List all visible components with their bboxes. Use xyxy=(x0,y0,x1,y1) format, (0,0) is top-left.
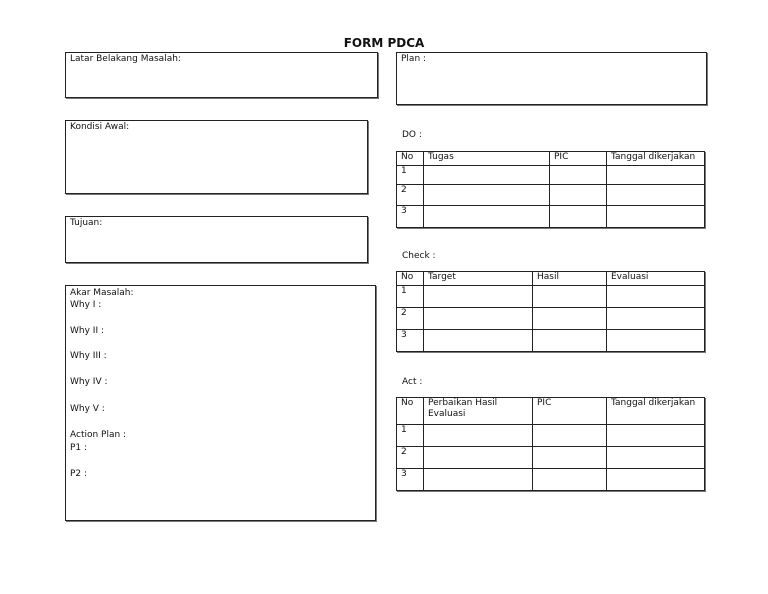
act-row-2-no: 2 xyxy=(397,447,424,469)
check-header-no: No xyxy=(397,272,424,286)
check-row-1-no: 1 xyxy=(397,286,424,308)
table-row xyxy=(397,447,705,469)
act-header-row xyxy=(397,398,705,425)
act-header-tanggal: Tanggal dikerjakan xyxy=(607,398,705,425)
why-4-label: Why IV : xyxy=(70,377,108,387)
act-row-1-no: 1 xyxy=(397,425,424,447)
tujuan-label: Tujuan: xyxy=(70,218,103,228)
act-row-3-tanggal[interactable] xyxy=(607,469,705,491)
do-row-2-tugas[interactable] xyxy=(424,185,550,206)
why-2-label: Why II : xyxy=(70,326,104,336)
do-row-3-tanggal[interactable] xyxy=(607,206,705,228)
table-row xyxy=(397,206,705,228)
check-row-3-target[interactable] xyxy=(424,330,533,352)
check-table xyxy=(396,271,705,352)
do-row-1-pic[interactable] xyxy=(550,166,607,185)
do-label: DO : xyxy=(402,130,422,140)
do-row-2-pic[interactable] xyxy=(550,185,607,206)
act-row-2-perbaikan[interactable] xyxy=(424,447,533,469)
act-table xyxy=(396,397,705,491)
why-1-label: Why I : xyxy=(70,300,102,310)
act-row-3-pic[interactable] xyxy=(533,469,607,491)
act-label: Act : xyxy=(402,377,423,387)
table-row xyxy=(397,286,705,308)
table-row xyxy=(397,330,705,352)
table-row xyxy=(397,425,705,447)
check-row-3-hasil[interactable] xyxy=(533,330,607,352)
check-row-2-evaluasi[interactable] xyxy=(607,308,705,330)
table-row xyxy=(397,469,705,491)
do-row-3-pic[interactable] xyxy=(550,206,607,228)
act-row-1-pic[interactable] xyxy=(533,425,607,447)
action-plan-label: Action Plan : xyxy=(70,430,127,440)
check-row-1-evaluasi[interactable] xyxy=(607,286,705,308)
check-row-1-hasil[interactable] xyxy=(533,286,607,308)
why-5-label: Why V : xyxy=(70,404,105,414)
table-row xyxy=(397,166,705,185)
do-header-row xyxy=(397,152,705,166)
act-header-pic: PIC xyxy=(533,398,607,425)
do-header-no: No xyxy=(397,152,424,166)
do-row-2-tanggal[interactable] xyxy=(607,185,705,206)
act-row-3-no: 3 xyxy=(397,469,424,491)
check-header-row xyxy=(397,272,705,286)
table-row xyxy=(397,308,705,330)
check-label: Check : xyxy=(402,251,436,261)
do-table xyxy=(396,151,705,228)
do-row-3-tugas[interactable] xyxy=(424,206,550,228)
do-row-1-tanggal[interactable] xyxy=(607,166,705,185)
why-3-label: Why III : xyxy=(70,351,107,361)
plan-label: Plan : xyxy=(401,54,427,64)
latar-belakang-label: Latar Belakang Masalah: xyxy=(70,54,181,64)
check-row-2-target[interactable] xyxy=(424,308,533,330)
check-header-target: Target xyxy=(424,272,533,286)
table-row xyxy=(397,185,705,206)
check-row-3-no: 3 xyxy=(397,330,424,352)
akar-masalah-box[interactable] xyxy=(65,285,376,521)
do-row-3-no: 3 xyxy=(397,206,424,228)
kondisi-awal-label: Kondisi Awal: xyxy=(70,122,130,132)
do-row-1-no: 1 xyxy=(397,166,424,185)
act-row-2-tanggal[interactable] xyxy=(607,447,705,469)
act-row-3-perbaikan[interactable] xyxy=(424,469,533,491)
do-header-tanggal: Tanggal dikerjakan xyxy=(607,152,705,166)
do-row-2-no: 2 xyxy=(397,185,424,206)
kondisi-awal-box[interactable] xyxy=(65,120,368,194)
p2-label: P2 : xyxy=(70,469,88,479)
check-header-hasil: Hasil xyxy=(533,272,607,286)
do-row-1-tugas[interactable] xyxy=(424,166,550,185)
check-header-evaluasi: Evaluasi xyxy=(607,272,705,286)
tujuan-box[interactable] xyxy=(65,216,368,263)
check-row-2-no: 2 xyxy=(397,308,424,330)
check-row-3-evaluasi[interactable] xyxy=(607,330,705,352)
akar-masalah-label: Akar Masalah: xyxy=(70,288,134,298)
act-header-perbaikan: Perbaikan Hasil Evaluasi xyxy=(424,398,533,425)
form-title: FORM PDCA xyxy=(343,36,425,50)
plan-box[interactable] xyxy=(396,52,707,105)
act-row-1-perbaikan[interactable] xyxy=(424,425,533,447)
p1-label: P1 : xyxy=(70,443,88,453)
act-row-1-tanggal[interactable] xyxy=(607,425,705,447)
act-row-2-pic[interactable] xyxy=(533,447,607,469)
latar-belakang-box[interactable] xyxy=(65,52,378,98)
do-header-tugas: Tugas xyxy=(424,152,550,166)
act-header-no: No xyxy=(397,398,424,425)
check-row-1-target[interactable] xyxy=(424,286,533,308)
check-row-2-hasil[interactable] xyxy=(533,308,607,330)
do-header-pic: PIC xyxy=(550,152,607,166)
